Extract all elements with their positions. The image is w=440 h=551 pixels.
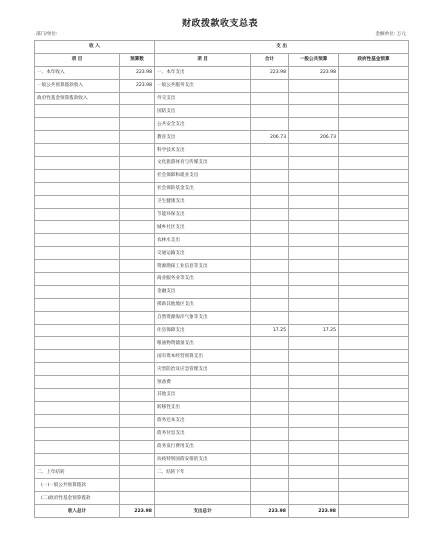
cell-total: [251, 144, 289, 157]
cell-expense-item: 粮油物资储备支出: [155, 337, 251, 350]
cell-expense-item: 教育支出: [155, 131, 251, 144]
cell-income-value: [120, 118, 155, 131]
cell-expense-item: 其他支出: [155, 389, 251, 402]
cell-expense-item: 科学技术支出: [155, 144, 251, 157]
cell-expense-item: 援助其他地区支出: [155, 298, 251, 311]
cell-total: [251, 182, 289, 195]
cell-total: [251, 401, 289, 414]
cell-income-value: [120, 298, 155, 311]
cell-expense-item: 卫生健康支出: [155, 195, 251, 208]
table-row: [35, 169, 409, 182]
cell-general: [289, 389, 339, 402]
cell-general: [289, 376, 339, 389]
cell-income-item: [35, 363, 120, 376]
expense-header: 支 出: [155, 41, 409, 54]
table-row: [35, 285, 409, 298]
cell-expense-item: 预备费: [155, 376, 251, 389]
cell-total: [251, 337, 289, 350]
cell-income-value: [120, 221, 155, 234]
cell-total: [251, 466, 289, 479]
table-row: [35, 440, 409, 453]
table-row: [35, 66, 409, 79]
cell-general: [289, 337, 339, 350]
cell-income-value: [120, 285, 155, 298]
table-row: [35, 118, 409, 131]
cell-general: 17.25: [289, 324, 339, 337]
expense-total: 223.98: [251, 505, 289, 518]
cell-fund: [339, 131, 409, 144]
table-row: [35, 324, 409, 337]
table-row: [35, 492, 409, 505]
col-general-budget: 一般公共预算: [289, 53, 339, 66]
cell-income-value: [120, 157, 155, 170]
cell-income-value: [120, 324, 155, 337]
cell-total: [251, 208, 289, 221]
cell-expense-item: 转移性支出: [155, 401, 251, 414]
table-row: [35, 466, 409, 479]
cell-fund: [339, 118, 409, 131]
cell-fund: [339, 195, 409, 208]
table-row: [35, 92, 409, 105]
cell-income-item: [35, 208, 120, 221]
cell-income-value: [120, 350, 155, 363]
income-header: 收 入: [35, 41, 155, 54]
cell-fund: [339, 376, 409, 389]
table-row: [35, 182, 409, 195]
cell-total: [251, 118, 289, 131]
cell-total: [251, 492, 289, 505]
table-row: [35, 427, 409, 440]
cell-income-item: 政府性基金预算拨款收入: [35, 92, 120, 105]
cell-total: [251, 92, 289, 105]
cell-total: [251, 285, 289, 298]
cell-general: [289, 453, 339, 466]
cell-general: [289, 285, 339, 298]
table-row: [35, 247, 409, 260]
table-row: [35, 131, 409, 144]
cell-income-item: 二、上年结转: [35, 466, 120, 479]
cell-general: [289, 427, 339, 440]
cell-general: [289, 414, 339, 427]
cell-expense-item: 二、结转下年: [155, 466, 251, 479]
table-row: [35, 144, 409, 157]
cell-income-value: [120, 131, 155, 144]
cell-fund: [339, 234, 409, 247]
cell-expense-item: 一、本年支出: [155, 66, 251, 79]
cell-general: [289, 479, 339, 492]
cell-fund: [339, 285, 409, 298]
cell-total: 223.98: [251, 66, 289, 79]
cell-income-value: [120, 182, 155, 195]
cell-fund: [339, 466, 409, 479]
cell-total: [251, 247, 289, 260]
cell-total: [251, 105, 289, 118]
cell-general: [289, 221, 339, 234]
cell-total: [251, 221, 289, 234]
cell-income-value: 223.98: [120, 79, 155, 92]
cell-fund: [339, 157, 409, 170]
cell-income-item: (二)政府性基金预算拨款: [35, 492, 120, 505]
expense-fund-total: [339, 505, 409, 518]
cell-fund: [339, 169, 409, 182]
cell-expense-item: 资源勘探工业信息等支出: [155, 260, 251, 273]
cell-fund: [339, 105, 409, 118]
cell-fund: [339, 247, 409, 260]
cell-total: [251, 453, 289, 466]
cell-general: 223.98: [289, 66, 339, 79]
table-row: [35, 260, 409, 273]
cell-income-item: [35, 144, 120, 157]
cell-total: [251, 157, 289, 170]
table-row: [35, 414, 409, 427]
cell-expense-item: 交通运输支出: [155, 247, 251, 260]
col-income-budget: 预算数: [120, 53, 155, 66]
cell-fund: [339, 311, 409, 324]
cell-expense-item: 一般公共服务支出: [155, 79, 251, 92]
cell-general: [289, 350, 339, 363]
cell-expense-item: 农林水支出: [155, 234, 251, 247]
table-row: [35, 479, 409, 492]
cell-income-item: [35, 234, 120, 247]
cell-income-value: [120, 337, 155, 350]
cell-fund: [339, 324, 409, 337]
cell-income-item: [35, 298, 120, 311]
cell-income-item: [35, 376, 120, 389]
cell-income-item: [35, 389, 120, 402]
cell-income-value: [120, 247, 155, 260]
cell-total: [251, 260, 289, 273]
cell-general: [289, 169, 339, 182]
cell-income-item: [35, 157, 120, 170]
cell-total: [251, 363, 289, 376]
cell-fund: [339, 363, 409, 376]
cell-general: [289, 79, 339, 92]
cell-income-value: [120, 427, 155, 440]
cell-general: [289, 105, 339, 118]
cell-income-item: [35, 350, 120, 363]
table-row: [35, 221, 409, 234]
cell-income-item: [35, 273, 120, 286]
cell-income-value: [120, 144, 155, 157]
cell-general: [289, 234, 339, 247]
cell-general: [289, 208, 339, 221]
cell-income-value: [120, 105, 155, 118]
cell-total: [251, 298, 289, 311]
cell-fund: [339, 414, 409, 427]
cell-general: [289, 466, 339, 479]
cell-income-value: [120, 92, 155, 105]
col-income-item: 项 目: [35, 53, 120, 66]
table-row: [35, 195, 409, 208]
cell-income-value: [120, 208, 155, 221]
cell-fund: [339, 401, 409, 414]
cell-general: [289, 144, 339, 157]
cell-income-value: [120, 311, 155, 324]
cell-income-item: [35, 195, 120, 208]
cell-general: [289, 92, 339, 105]
col-total: 合计: [251, 53, 289, 66]
cell-expense-item: 灾害防治及应急管理支出: [155, 363, 251, 376]
cell-expense-item: 节能环保支出: [155, 208, 251, 221]
cell-fund: [339, 389, 409, 402]
document-title: 财政拨款收支总表: [181, 19, 258, 29]
cell-total: [251, 79, 289, 92]
cell-fund: [339, 92, 409, 105]
cell-expense-item: [155, 492, 251, 505]
cell-fund: [339, 337, 409, 350]
table-row: [35, 105, 409, 118]
cell-general: [289, 363, 339, 376]
cell-income-item: [35, 427, 120, 440]
cell-income-item: [35, 453, 120, 466]
cell-general: [289, 118, 339, 131]
cell-general: [289, 247, 339, 260]
cell-total: [251, 273, 289, 286]
cell-total: [251, 414, 289, 427]
col-fund-budget: 政府性基金预算: [339, 53, 409, 66]
table-row: [35, 298, 409, 311]
cell-income-item: [35, 324, 120, 337]
cell-fund: [339, 144, 409, 157]
cell-income-value: [120, 479, 155, 492]
cell-income-value: [120, 466, 155, 479]
cell-income-value: [120, 273, 155, 286]
expense-general-total: 223.98: [289, 505, 339, 518]
cell-income-value: [120, 453, 155, 466]
cell-fund: [339, 479, 409, 492]
cell-total: [251, 169, 289, 182]
cell-income-item: [35, 285, 120, 298]
table-row: [35, 208, 409, 221]
expense-total-label: 支出总计: [155, 505, 251, 518]
cell-expense-item: 住房保障支出: [155, 324, 251, 337]
cell-total: [251, 479, 289, 492]
cell-general: [289, 182, 339, 195]
cell-general: [289, 195, 339, 208]
totals-row: [35, 505, 409, 518]
cell-total: [251, 195, 289, 208]
cell-income-item: 一、本年收入: [35, 66, 120, 79]
table-row: [35, 273, 409, 286]
cell-fund: [339, 453, 409, 466]
cell-income-item: [35, 311, 120, 324]
cell-expense-item: 文化旅游体育与传媒支出: [155, 157, 251, 170]
cell-income-item: 一般公共预算拨款收入: [35, 79, 120, 92]
cell-income-value: [120, 376, 155, 389]
table-row: [35, 401, 409, 414]
cell-expense-item: 抗疫特别国债安排的支出: [155, 453, 251, 466]
cell-income-item: [35, 118, 120, 131]
cell-fund: [339, 260, 409, 273]
cell-fund: [339, 182, 409, 195]
cell-income-item: (一)一般公共预算拨款: [35, 479, 120, 492]
cell-total: [251, 427, 289, 440]
table-row: [35, 311, 409, 324]
table-row: [35, 79, 409, 92]
cell-expense-item: 金融支出: [155, 285, 251, 298]
cell-expense-item: 外交支出: [155, 92, 251, 105]
cell-income-item: [35, 401, 120, 414]
table-row: [35, 337, 409, 350]
cell-total: [251, 376, 289, 389]
cell-fund: [339, 208, 409, 221]
table-row: [35, 453, 409, 466]
cell-expense-item: 债务还本支出: [155, 414, 251, 427]
cell-expense-item: 自然资源海洋气象等支出: [155, 311, 251, 324]
cell-total: [251, 234, 289, 247]
cell-expense-item: 城乡社区支出: [155, 221, 251, 234]
cell-expense-item: 国有资本经营预算支出: [155, 350, 251, 363]
cell-income-value: [120, 401, 155, 414]
cell-expense-item: 国防支出: [155, 105, 251, 118]
cell-general: [289, 401, 339, 414]
income-total-label: 收入总计: [35, 505, 120, 518]
cell-income-value: [120, 260, 155, 273]
cell-expense-item: 社会保险基金支出: [155, 182, 251, 195]
cell-fund: [339, 427, 409, 440]
cell-general: [289, 298, 339, 311]
cell-general: [289, 440, 339, 453]
cell-fund: [339, 273, 409, 286]
cell-income-item: [35, 440, 120, 453]
cell-income-item: [35, 247, 120, 260]
cell-fund: [339, 492, 409, 505]
cell-fund: [339, 66, 409, 79]
cell-total: [251, 440, 289, 453]
header-row-columns: [35, 53, 409, 66]
cell-fund: [339, 221, 409, 234]
cell-expense-item: 社会保障和就业支出: [155, 169, 251, 182]
table-row: [35, 389, 409, 402]
cell-income-value: [120, 234, 155, 247]
cell-income-item: [35, 221, 120, 234]
cell-fund: [339, 79, 409, 92]
cell-income-value: 223.98: [120, 66, 155, 79]
cell-expense-item: [155, 479, 251, 492]
cell-general: [289, 260, 339, 273]
cell-total: [251, 311, 289, 324]
cell-total: 206.73: [251, 131, 289, 144]
cell-total: [251, 389, 289, 402]
cell-general: 206.73: [289, 131, 339, 144]
cell-income-value: [120, 414, 155, 427]
cell-fund: [339, 350, 409, 363]
cell-income-item: [35, 337, 120, 350]
cell-expense-item: 债务发行费用支出: [155, 440, 251, 453]
cell-general: [289, 157, 339, 170]
cell-income-item: [35, 169, 120, 182]
table-row: [35, 376, 409, 389]
table-row: [35, 157, 409, 170]
cell-income-item: [35, 260, 120, 273]
table-row: [35, 363, 409, 376]
cell-income-value: [120, 169, 155, 182]
cell-income-item: [35, 182, 120, 195]
unit-label: 部门/单位:: [36, 32, 58, 37]
col-expense-item: 项 目: [155, 53, 251, 66]
cell-income-item: [35, 131, 120, 144]
cell-general: [289, 492, 339, 505]
cell-income-value: [120, 440, 155, 453]
amount-unit-label: 金额单位: 万元: [375, 32, 406, 37]
cell-income-value: [120, 389, 155, 402]
cell-general: [289, 273, 339, 286]
income-total-value: 223.98: [120, 505, 155, 518]
cell-fund: [339, 440, 409, 453]
cell-total: [251, 350, 289, 363]
cell-expense-item: 债务付息支出: [155, 427, 251, 440]
cell-income-value: [120, 195, 155, 208]
table-row: [35, 350, 409, 363]
cell-income-item: [35, 414, 120, 427]
cell-expense-item: 商业服务业等支出: [155, 273, 251, 286]
cell-expense-item: 公共安全支出: [155, 118, 251, 131]
cell-general: [289, 311, 339, 324]
cell-total: 17.25: [251, 324, 289, 337]
budget-table: [34, 40, 409, 518]
cell-income-item: [35, 105, 120, 118]
table-row: [35, 234, 409, 247]
cell-income-value: [120, 363, 155, 376]
cell-fund: [339, 298, 409, 311]
cell-income-value: [120, 492, 155, 505]
header-row-groups: [35, 41, 409, 54]
